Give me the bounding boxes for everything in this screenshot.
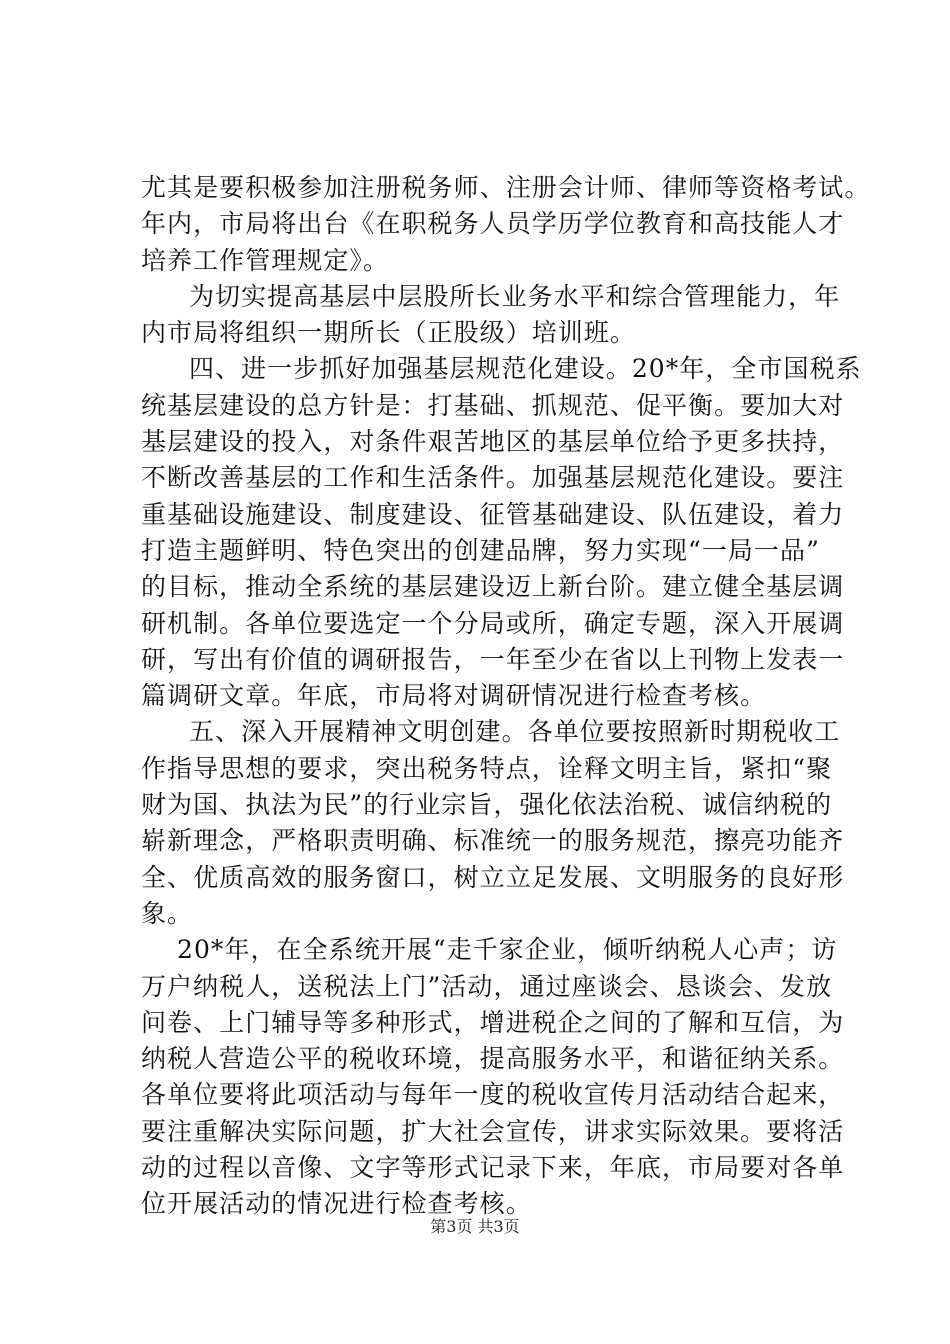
- text-line: 培养工作管理规定》。: [141, 245, 390, 275]
- text-line: 崭新理念，严格职责明确、标准统一的服务规范，擦亮功能齐: [141, 826, 845, 856]
- page-number-label: 第3页 共3页: [430, 1217, 520, 1236]
- text-line: 全、优质高效的服务窗口，树立立足发展、文明服务的良好形: [141, 862, 845, 892]
- text-line: 动的过程以音像、文字等形式记录下来，年底，市局要对各单: [141, 1153, 845, 1183]
- text-line: 重基础设施建设、制度建设、征管基础建设、队伍建设，着力: [141, 499, 845, 529]
- text-line: 象。: [141, 898, 194, 928]
- text-line: 打造主题鲜明、特色突出的创建品牌，努力实现“一局一品”: [141, 535, 820, 565]
- text-line: 要注重解决实际问题，扩大社会宣传，讲求实际效果。要将活: [141, 1116, 845, 1146]
- text-line: 问卷、上门辅导等多种形式，增进税企之间的了解和互信，为: [141, 1007, 845, 1037]
- section-heading-line: 五、深入开展精神文明创建。各单位要按照新时期税收工: [189, 717, 841, 747]
- text-line: 年内，市局将出台《在职税务人员学历学位教育和高技能人才: [141, 209, 845, 239]
- text-line: 篇调研文章。年底，市局将对调研情况进行检查考核。: [141, 681, 767, 711]
- text-line: 研机制。各单位要选定一个分局或所，确定专题，深入开展调: [141, 608, 845, 638]
- paragraph-first-line: 为切实提高基层中层股所长业务水平和综合管理能力，年: [189, 281, 841, 311]
- text-line: 研，写出有价值的调研报告，一年至少在省以上刊物上发表一: [141, 644, 845, 674]
- text-line: 基层建设的投入，对条件艰苦地区的基层单位给予更多扶持，: [141, 427, 845, 457]
- paragraph-first-line: 20*年，在全系统开展“走千家企业，倾听纳税人心声；访: [177, 935, 838, 965]
- text-line: 纳税人营造公平的税收环境，提高服务水平，和谐征纳关系。: [141, 1044, 845, 1074]
- section-heading-line: 四、进一步抓好加强基层规范化建设。20*年，全市国税系: [189, 354, 862, 384]
- text-line: 各单位要将此项活动与每年一度的税收宣传月活动结合起来，: [141, 1080, 845, 1110]
- text-line: 不断改善基层的工作和生活条件。加强基层规范化建设。要注: [141, 463, 845, 493]
- page-footer: [0, 1215, 950, 1239]
- text-line: 财为国、执法为民”的行业宗旨，强化依法治税、诚信纳税的: [141, 790, 833, 820]
- text-line: 尤其是要积极参加注册税务师、注册会计师、律师等资格考试。: [141, 173, 871, 202]
- text-line: 统基层建设的总方针是：打基础、抓规范、促平衡。要加大对: [141, 390, 845, 420]
- text-line: 万户纳税人，送税法上门”活动，通过座谈会、恳谈会、发放: [141, 971, 833, 1001]
- text-line: 内市局将组织一期所长（正股级）培训班。: [141, 318, 636, 348]
- document-body: [141, 170, 871, 1223]
- text-line: 位开展活动的情况进行检查考核。: [141, 1189, 532, 1219]
- text-line: 作指导思想的要求，突出税务特点，诠释文明主旨，紧扣“聚: [141, 753, 833, 783]
- text-line: 的目标，推动全系统的基层建设迈上新台阶。建立健全基层调: [141, 572, 845, 602]
